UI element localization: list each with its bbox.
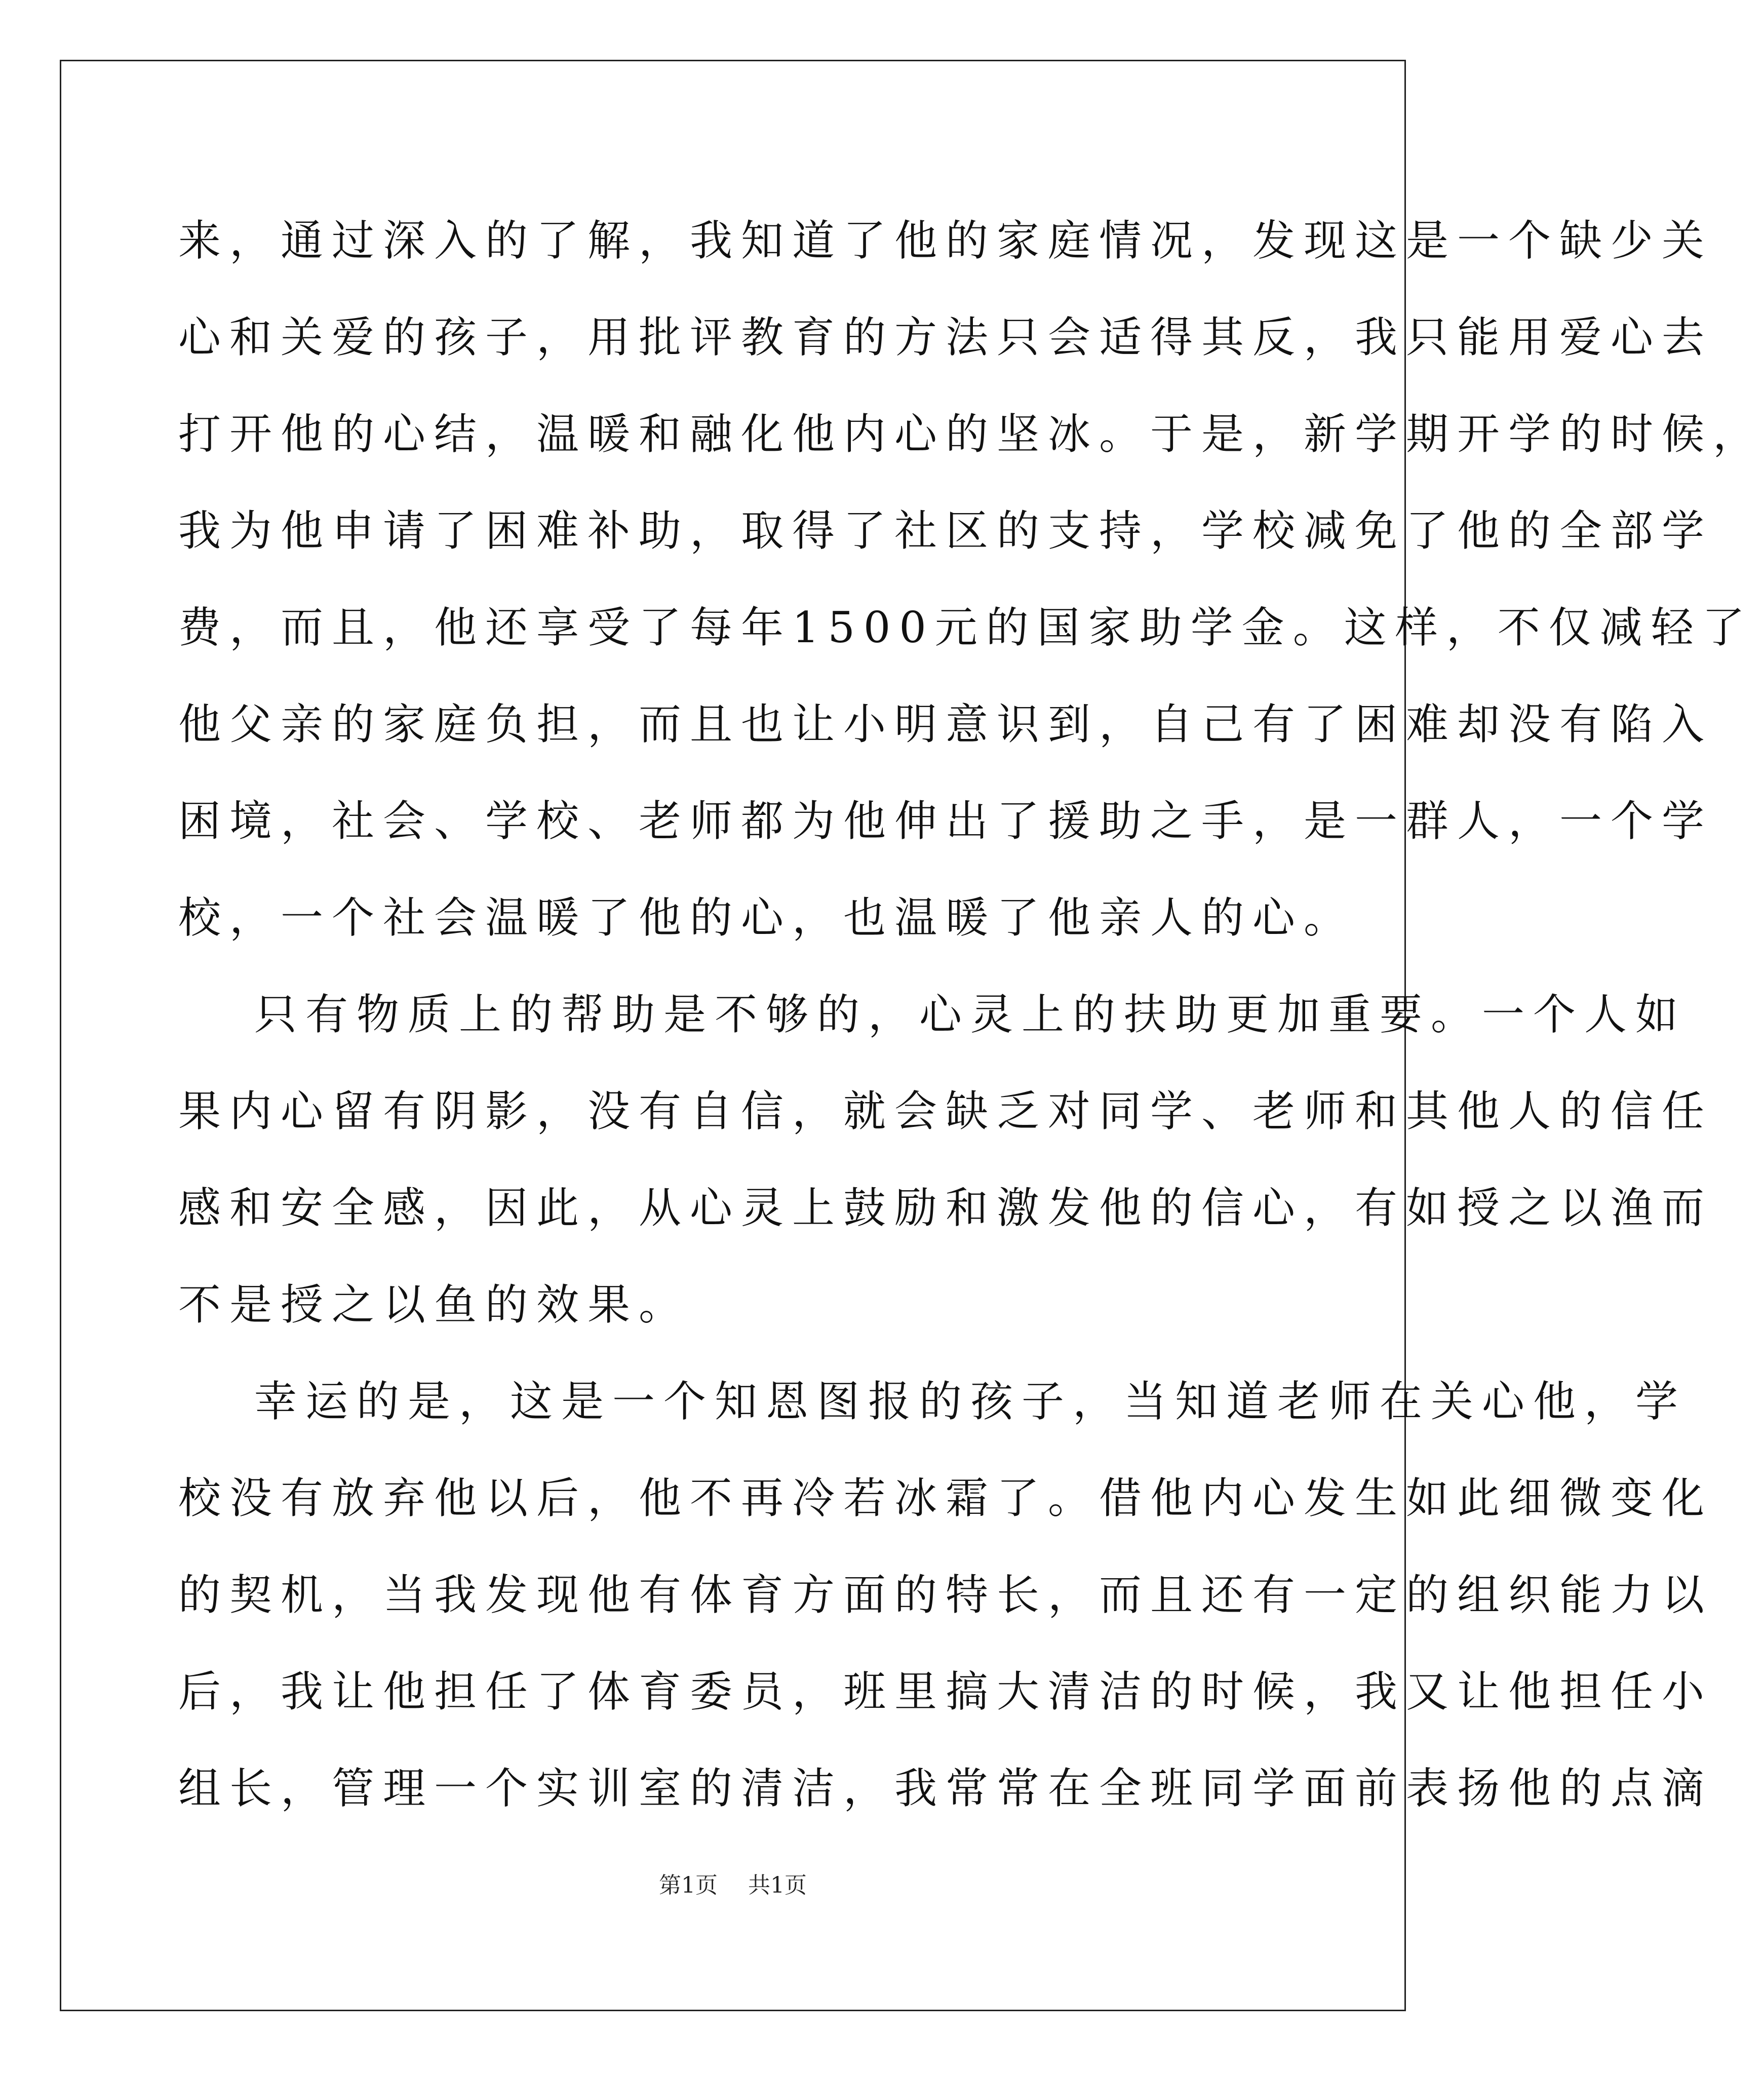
- text-line: 我为他申请了困难补助，取得了社区的支持，学校减免了他的全部学: [178, 506, 1713, 556]
- text-line: 打开他的心结，温暖和融化他内心的坚冰。于是，新学期开学的时候，: [178, 409, 1764, 459]
- text-line: 不是授之以鱼的效果。: [178, 1280, 690, 1329]
- text-line: 心和关爱的孩子，用批评教育的方法只会适得其反，我只能用爱心去: [178, 312, 1713, 362]
- text-line: 感和安全感，因此，从心灵上鼓励和激发他的信心，有如授之以渔而: [178, 1183, 1713, 1233]
- document-body: [178, 192, 1764, 1837]
- paragraph-first-line: 幸运的是，这是一个知恩图报的孩子，当知道老师在关心他，学: [254, 1377, 1687, 1426]
- text-line: 后，我让他担任了体育委员，班里搞大清洁的时候，我又让他担任小: [178, 1667, 1713, 1716]
- page-footer: [0, 1870, 1466, 1901]
- text-line: 困境，社会、学校、老师都为他伸出了援助之手，是一群人，一个学: [178, 796, 1713, 846]
- page-total: 共1页: [748, 1872, 807, 1898]
- text-line: 校没有放弃他以后，他不再冷若冰霜了。借他内心发生如此细微变化: [178, 1473, 1713, 1523]
- text-line: 费，而且，他还享受了每年1500元的国家助学金。这样，不仅减轻了: [178, 603, 1753, 652]
- page-number: 第1页: [659, 1872, 718, 1898]
- paragraph-first-line: 只有物质上的帮助是不够的，心灵上的扶助更加重要。一个人如: [254, 990, 1687, 1039]
- text-line: 的契机，当我发现他有体育方面的特长，而且还有一定的组织能力以: [178, 1570, 1713, 1620]
- text-line: 他父亲的家庭负担，而且也让小明意识到，自己有了困难却没有陷入: [178, 699, 1713, 749]
- text-line: 来，通过深入的了解，我知道了他的家庭情况，发现这是一个缺少关: [178, 216, 1713, 265]
- text-line: 校，一个社会温暖了他的心，也温暖了他亲人的心。: [178, 893, 1355, 943]
- text-line: 组长，管理一个实训室的清洁，我常常在全班同学面前表扬他的点滴: [178, 1764, 1713, 1813]
- text-line: 果内心留有阴影，没有自信，就会缺乏对同学、老师和其他人的信任: [178, 1086, 1713, 1136]
